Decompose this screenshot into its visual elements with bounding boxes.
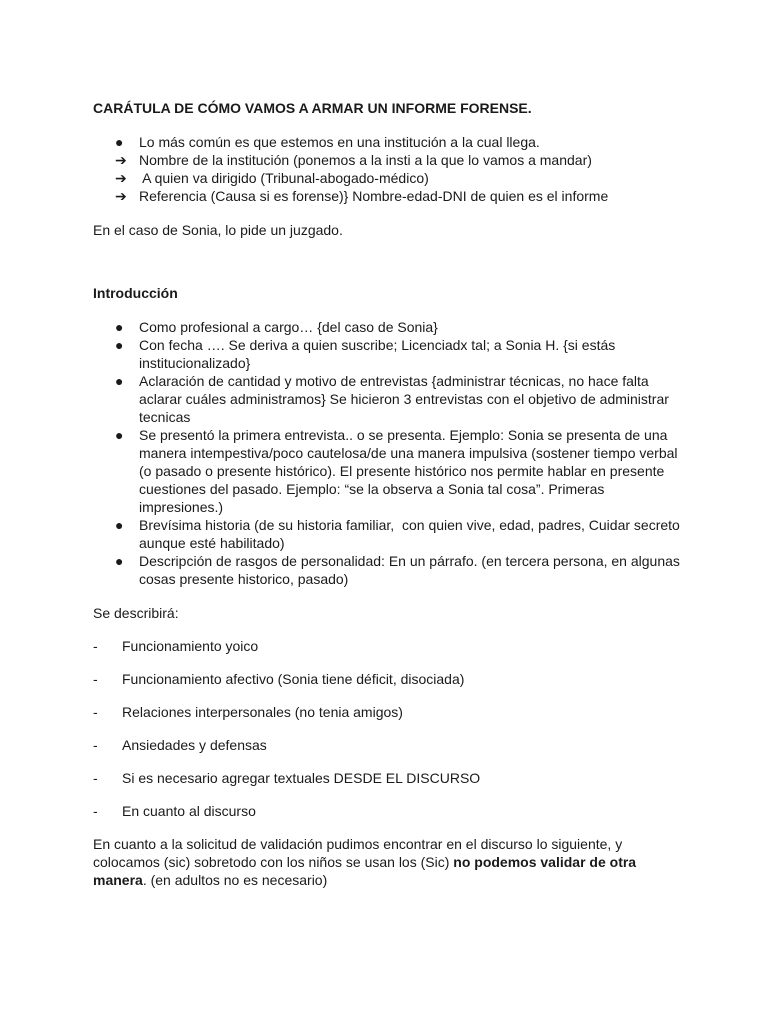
list-item — [93, 736, 683, 754]
list-item — [93, 670, 683, 688]
intro-list — [93, 318, 683, 588]
list-item — [93, 133, 683, 151]
list-item-text: Con fecha …. Se deriva a quien suscribe; Licenciadx tal; a Sonia H. {si estás institucionalizado} — [139, 337, 616, 371]
list-item-text: Si es necesario agregar textuales DESDE EL DISCURSO — [122, 770, 481, 786]
sonia-case-paragraph: En el caso de Sonia, lo pide un juzgado. — [93, 222, 343, 238]
list-item — [93, 318, 683, 336]
arrow-marker: ➔ — [115, 152, 127, 168]
bullet-marker: ● — [115, 337, 124, 353]
arrow-marker: ➔ — [115, 188, 127, 204]
list-item — [93, 151, 683, 169]
dash-marker: - — [93, 803, 98, 819]
list-item — [93, 703, 683, 721]
bullet-marker: ● — [115, 553, 124, 569]
list-item-text: Funcionamiento yoico — [122, 638, 259, 654]
list-item — [93, 169, 683, 187]
list-item — [93, 516, 683, 552]
list-item-text: Lo más común es que estemos en una institución a la cual llega. — [139, 134, 540, 150]
list-item-text: A quien va dirigido (Tribunal-abogado-médico) — [139, 170, 429, 186]
caratula-list — [93, 133, 683, 205]
list-item — [93, 637, 683, 655]
dash-marker: - — [93, 737, 98, 753]
list-item — [93, 372, 683, 426]
list-item — [93, 552, 683, 588]
closing-text-end: . (en adultos no es necesario) — [142, 872, 328, 888]
list-item-text: Ansiedades y defensas — [122, 737, 267, 753]
list-item-text: Funcionamiento afectivo (Sonia tiene déficit, disociada) — [122, 671, 465, 687]
dash-marker: - — [93, 770, 98, 786]
closing-paragraph — [93, 835, 683, 889]
list-item-text: Brevísima historia (de su historia familiar, con quien vive, edad, padres, Cuidar secreto aunque esté habilitado) — [139, 517, 684, 551]
dash-list — [93, 637, 683, 820]
bullet-marker: ● — [115, 319, 124, 335]
list-item-text: Relaciones interpersonales (no tenia amigos) — [122, 704, 403, 720]
dash-marker: - — [93, 638, 98, 654]
document-page — [93, 99, 683, 889]
arrow-marker: ➔ — [115, 170, 127, 186]
document-title: CARÁTULA DE CÓMO VAMOS A ARMAR UN INFORME FORENSE. — [93, 100, 532, 116]
list-item — [93, 187, 683, 205]
list-item-text: Referencia (Causa si es forense)} Nombre-edad-DNI de quien es el informe — [139, 188, 609, 204]
list-item-text: Nombre de la institución (ponemos a la insti a la que lo vamos a mandar) — [139, 152, 592, 168]
list-item — [93, 769, 683, 787]
bullet-marker: ● — [115, 134, 124, 150]
closing-text: En cuanto a la solicitud de validación pudimos encontrar en el discurso lo siguiente, y colocamos (sic) sobretodo con los niños se usan los (Sic) — [93, 836, 623, 870]
list-item-text: Como profesional a cargo… {del caso de Sonia} — [139, 319, 438, 335]
list-item-text: En cuanto al discurso — [122, 803, 256, 819]
describira-label: Se describirá: — [93, 605, 179, 621]
list-item — [93, 802, 683, 820]
list-item — [93, 336, 683, 372]
list-item-text: Se presentó la primera entrevista.. o se presenta. Ejemplo: Sonia se presenta de una manera intempestiva/poco cautelosa/de una manera impulsiva (sostener tiempo verbal (o pasado o presente histórico). El presente histórico nos permite hablar en presente cuestiones del pasado. Ejemplo: “se la observa a Sonia tal cosa”. Primeras impresiones.) — [139, 427, 678, 515]
bullet-marker: ● — [115, 427, 124, 443]
list-item-text: Aclaración de cantidad y motivo de entrevistas {administrar técnicas, no hace falta aclarar cuáles administramos} Se hicieron 3 entrevistas con el objetivo de administrar tecnicas — [139, 373, 669, 425]
dash-marker: - — [93, 704, 98, 720]
bullet-marker: ● — [115, 517, 124, 533]
list-item-text: Descripción de rasgos de personalidad: En un párrafo. (en tercera persona, en algunas cosas presente historico, pasado) — [139, 553, 680, 587]
intro-heading: Introducción — [93, 285, 178, 301]
list-item — [93, 426, 683, 516]
dash-marker: - — [93, 671, 98, 687]
bullet-marker: ● — [115, 373, 124, 389]
closing-bold-text: no podemos validar de otra manera — [93, 854, 637, 888]
